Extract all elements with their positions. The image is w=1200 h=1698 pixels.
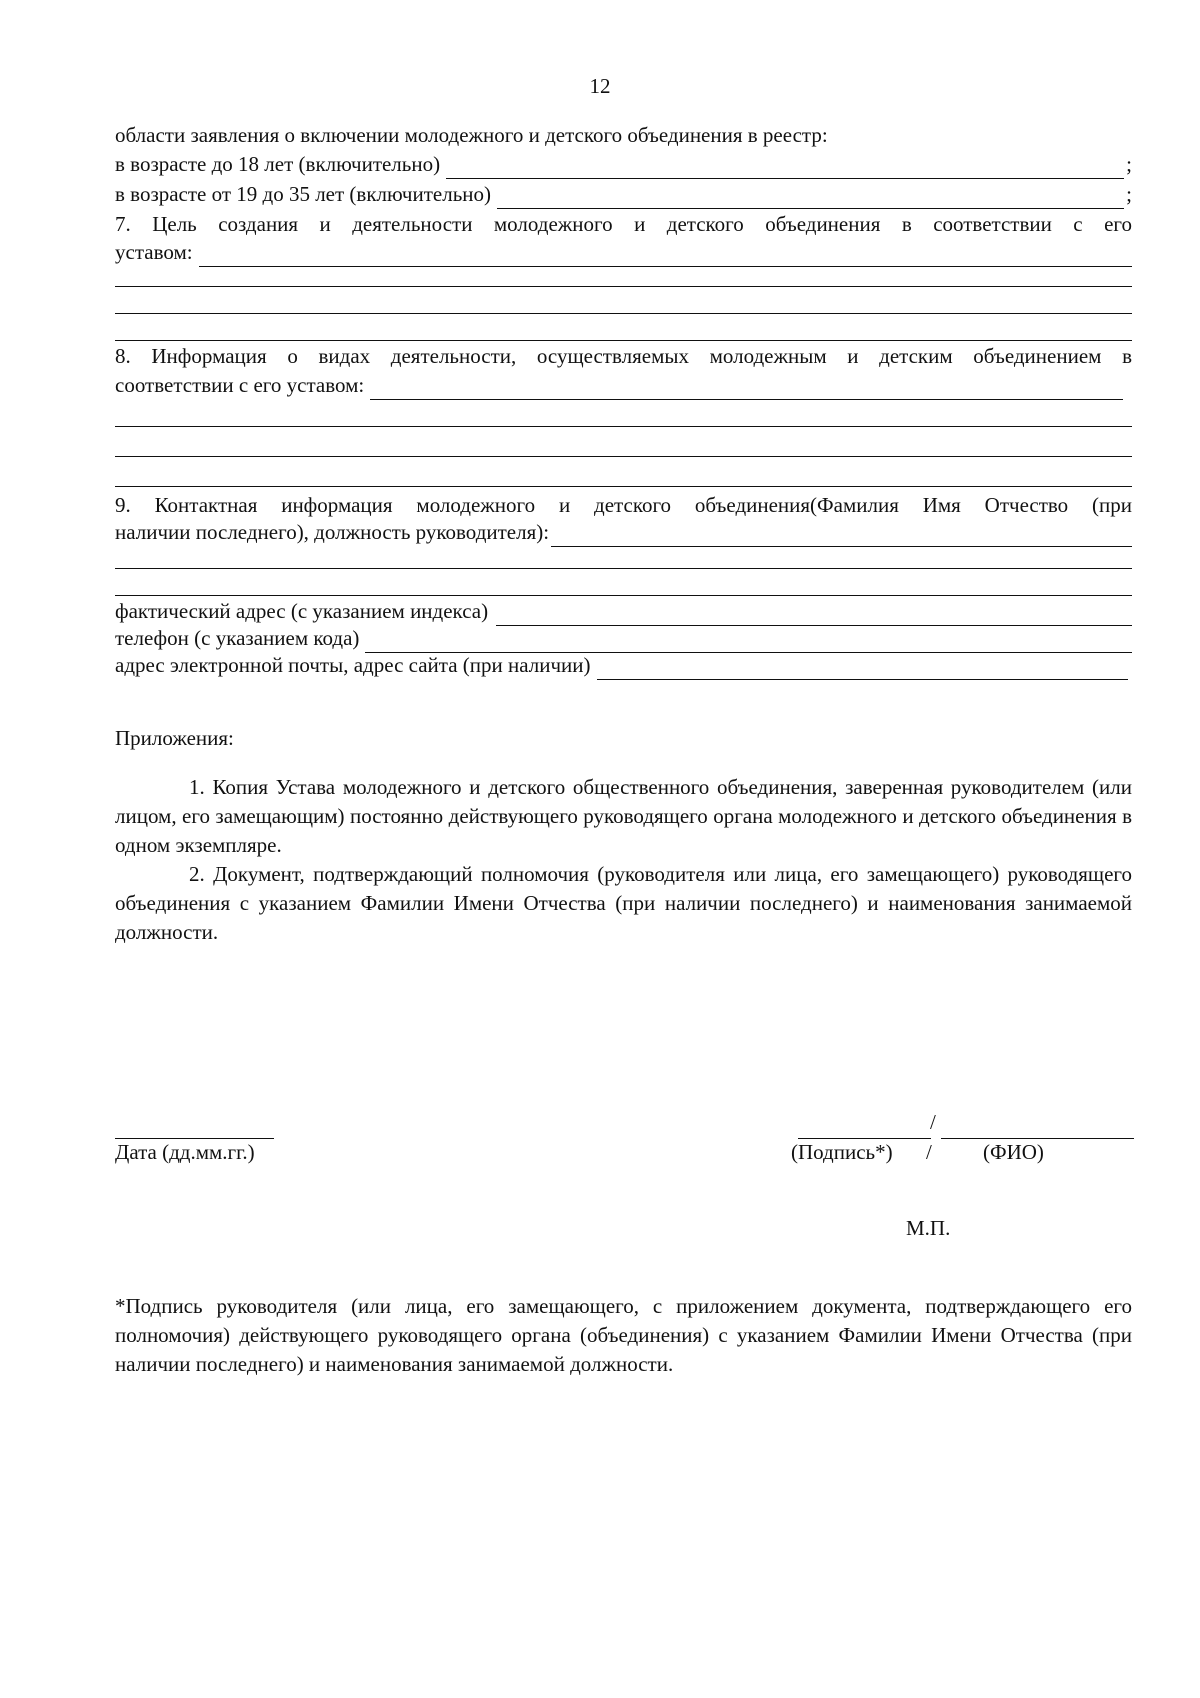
section-7-field[interactable]	[199, 245, 1132, 267]
section-7-field-line[interactable]	[115, 313, 1132, 314]
section-7-field-line[interactable]	[115, 286, 1132, 287]
section-8-field-line[interactable]	[115, 486, 1132, 487]
attachments-heading: Приложения:	[115, 726, 234, 750]
signature-label: (Подпись*)	[791, 1140, 893, 1164]
section-9-label: наличии последнего), должность руководителя):	[115, 520, 550, 544]
section-9-field-line[interactable]	[115, 568, 1132, 569]
section-7-field-line[interactable]	[115, 340, 1132, 341]
attachment-item-1: 1. Копия Устава молодежного и детского общественного объединения, заверенная руководителем (или лицом, его замещающим) постоянно действующего руководящего органа молодежного и детского объединения в одном экземпляре.	[115, 775, 1132, 857]
section-9-field-line[interactable]	[115, 595, 1132, 596]
age-19-35-label: в возрасте от 19 до 35 лет (включительно)	[115, 182, 492, 206]
email-row	[115, 651, 1132, 680]
fio-label: (ФИО)	[983, 1140, 1044, 1164]
section-8-field-line[interactable]	[115, 426, 1132, 427]
section-8-row	[115, 371, 1132, 400]
email-field[interactable]	[597, 658, 1129, 680]
signature-separator: /	[926, 1140, 932, 1164]
footnote: *Подпись руководителя (или лица, его замещающего, с приложением документа, подтверждающего его полномочия) действующего руководящего органа (объединения) с указанием Фамилии Имени Отчества (при наличии последнего) и наименования занимаемой должности.	[115, 1294, 1132, 1376]
age-19-35-field[interactable]	[497, 187, 1124, 209]
semicolon: ;	[1126, 152, 1132, 176]
semicolon: ;	[1126, 182, 1132, 206]
section-8-label: соответствии с его уставом:	[115, 373, 365, 397]
address-row	[115, 597, 1132, 626]
section-8-field[interactable]	[370, 378, 1123, 400]
section-8-heading: 8. Информация о видах деятельности, осуществляемых молодежным и детским объединением в	[115, 344, 1132, 368]
signature-slash: /	[930, 1110, 936, 1134]
phone-label: телефон (с указанием кода)	[115, 626, 360, 650]
section-9-field[interactable]	[551, 525, 1132, 547]
address-label: фактический адрес (с указанием индекса)	[115, 599, 489, 623]
age-under-18-field[interactable]	[446, 157, 1124, 179]
registry-line: области заявления о включении молодежного и детского объединения в реестр:	[115, 123, 828, 147]
section-9-heading: 9. Контактная информация молодежного и детского объединения(Фамилия Имя Отчество (при	[115, 493, 1132, 517]
attachment-item-2: 2. Документ, подтверждающий полномочия (руководителя или лица, его замещающего) руководящего объединения с указанием Фамилии Имени Отчества (при наличии последнего) и наименования занимаемой должности.	[115, 862, 1132, 944]
email-label: адрес электронной почты, адрес сайта (при наличии)	[115, 653, 591, 677]
age-under-18-label: в возрасте до 18 лет (включительно)	[115, 152, 441, 176]
section-7-label: уставом:	[115, 240, 193, 264]
page-number: 12	[589, 74, 611, 98]
phone-row	[115, 624, 1132, 653]
age-under-18-row	[115, 150, 1132, 179]
date-label: Дата (дд.мм.гг.)	[115, 1140, 255, 1164]
phone-field[interactable]	[365, 631, 1132, 653]
section-7-row	[115, 238, 1132, 267]
stamp-label: М.П.	[906, 1216, 951, 1240]
address-field[interactable]	[496, 604, 1132, 626]
age-19-35-row	[115, 180, 1132, 209]
section-9-row	[115, 518, 1132, 547]
section-8-field-line[interactable]	[115, 456, 1132, 457]
section-7-heading: 7. Цель создания и деятельности молодежного и детского объединения в соответствии с его	[115, 212, 1132, 236]
